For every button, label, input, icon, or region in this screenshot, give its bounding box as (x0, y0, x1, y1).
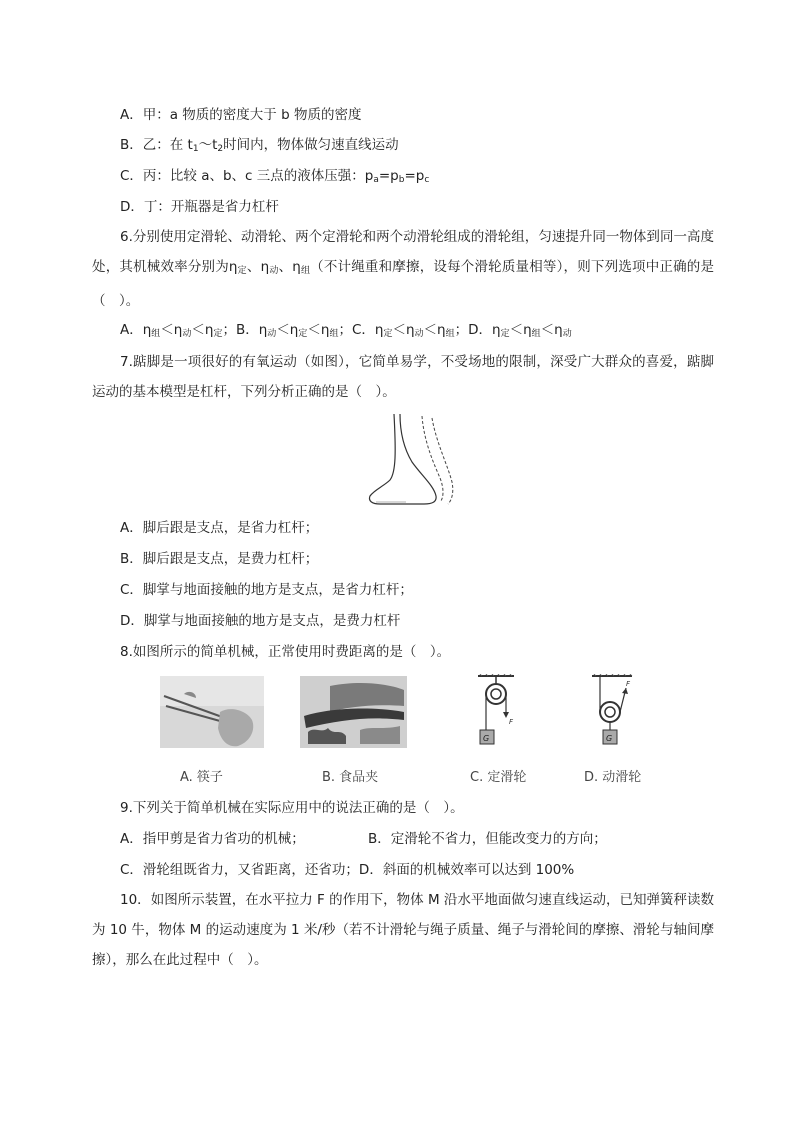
weight-g-label-2: G (606, 734, 613, 743)
q5-option-d: D．丁：开瓶器是省力杠杆 (120, 199, 279, 215)
caption-food-tongs: B. 食品夹 (322, 770, 379, 785)
q10-stem: 10．如图所示装置，在水平拉力 F 的作用下，物体 M 沿水平地面做匀速直线运动，已知弹簧秤读数为 10 牛，物体 M 的运动速度为 1 米/秒（若不计滑轮与绳子质量、绳子与滑轮间的摩擦、滑轮与轴间摩擦），那么在此过程中（ ）。 (92, 892, 714, 968)
caption-fixed-pulley: C. 定滑轮 (470, 770, 527, 785)
q9-option-b: B．定滑轮不省力，但能改变力的方向； (368, 831, 607, 847)
caption-chopsticks: A. 筷子 (180, 770, 223, 785)
q5-option-a: A．甲：a 物质的密度大于 b 物质的密度 (120, 107, 362, 123)
q9-options-cd: C．滑轮组既省力，又省距离，还省功；D．斜面的机械效率可以达到 100% (120, 862, 575, 878)
force-f-label: F (509, 718, 514, 726)
q7-stem: 7.踮脚是一项很好的有氧运动（如图），它简单易学，不受场地的限制，深受广大群众的喜爱，踮脚运动的基本模型是杠杆，下列分析正确的是（ ）。 (92, 354, 714, 400)
q7-option-b: B．脚后跟是支点，是费力杠杆； (120, 551, 319, 567)
q9-stem: 9.下列关于简单机械在实际应用中的说法正确的是（ ）。 (120, 800, 464, 816)
movable-pulley-diagram (590, 674, 634, 750)
caption-movable-pulley: D. 动滑轮 (584, 770, 642, 785)
q7-option-d: D．脚掌与地面接触的地方是支点，是费力杠杆 (120, 613, 401, 629)
q5-option-b: B．乙：在 $t_1\sim t_2$时间内，物体做匀速直线运动 (120, 137, 399, 154)
q7-option-a: A．脚后跟是支点，是省力杠杆； (120, 520, 319, 536)
q8-stem: 8.如图所示的简单机械，正常使用时费距离的是（ ）。 (120, 644, 451, 660)
chopsticks-photo (160, 676, 264, 748)
weight-g-label: G (483, 734, 490, 743)
tiptoe-foot-figure (366, 412, 458, 508)
q6-stem: 6.分别使用定滑轮、动滑轮、两个定滑轮和两个动滑轮组成的滑轮组，匀速提升同一物体到同一高度处，其机械效率分别为$\eta_定$、$\eta_动$、$\eta_组$（不计绳重和摩擦，设每个滑轮质量相等），则下列选项中正确的是（ ）。 (92, 229, 714, 309)
q6-options: A．$\eta_组<\eta_动<\eta_定$；B．$\eta_动<\eta_定<\eta_组$；C．$\eta_定<\eta_动<\eta_组$；D．$\eta_定<\eta_组<\eta_动$ (120, 322, 572, 339)
q9-option-a: A．指甲剪是省力省功的机械； (120, 831, 305, 847)
force-f-label-2: F (626, 680, 631, 688)
q5-option-c: C．丙：比较 a、b、c 三点的液体压强：$p_a=p_b=p_c$ (120, 168, 430, 185)
fixed-pulley-diagram (476, 674, 516, 750)
food-tongs-photo (300, 676, 407, 748)
q7-option-c: C．脚掌与地面接触的地方是支点，是省力杠杆； (120, 582, 413, 598)
